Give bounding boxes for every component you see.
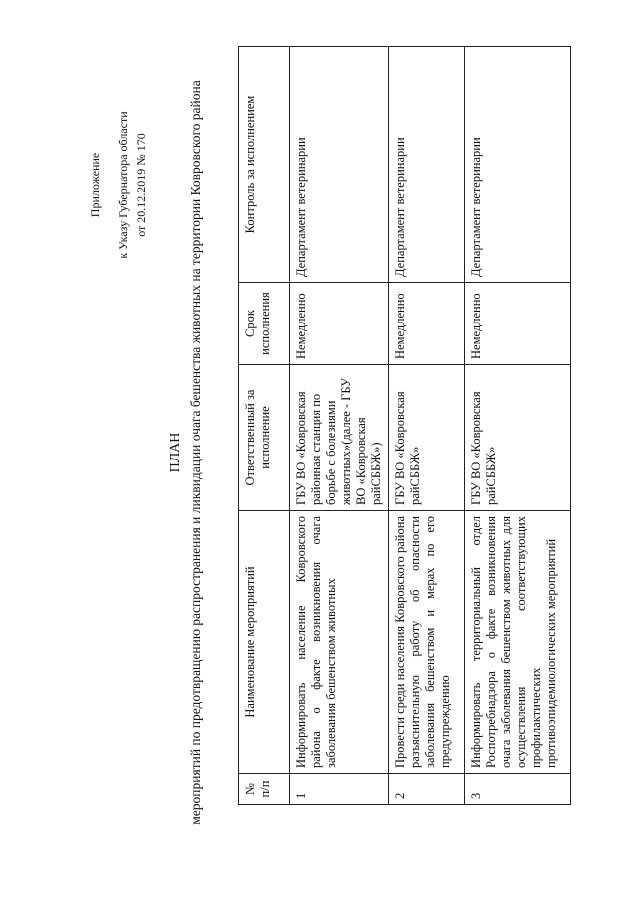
table-row xyxy=(465,47,571,805)
table-header-row xyxy=(239,47,290,805)
row-deadline: Немедленно xyxy=(465,283,571,365)
row-control: Департамент ветеринарии xyxy=(290,47,389,283)
table-row xyxy=(290,47,389,805)
document-subtitle: мероприятий по предотвращению распространения и ликвидации очага бешенства животных на территории Ковровского района xyxy=(188,80,203,825)
header-number: № п/п xyxy=(239,774,290,805)
row-control: Департамент ветеринарии xyxy=(465,47,571,283)
row-responsible: ГБУ ВО «Ковровская райСББЖ» xyxy=(465,365,571,511)
row-number: 3 xyxy=(465,774,571,805)
table-row xyxy=(389,47,465,805)
header-responsible: Ответственный за исполнение xyxy=(239,365,290,511)
appendix-title: Приложение xyxy=(88,152,102,218)
header-deadline: Срок исполнения xyxy=(239,283,290,365)
row-number: 2 xyxy=(389,774,465,805)
row-activity: Информировать территориальный отдел Роспотребнадзора о факте возникновения очага заболевания бешенством животных для осуществления соответствующих профилактических противоэпидемиологических мероприятий xyxy=(465,511,571,774)
document-title: ПЛАН xyxy=(168,432,183,473)
row-activity: Провести среди населения Ковровского района разъяснительную работу об опасности заболевания бешенством и мерах по его предупреждению xyxy=(389,511,465,774)
row-activity: Информировать население Ковровского района о факте возникновения очага заболевания бешенством животных xyxy=(290,511,389,774)
row-responsible: ГБУ ВО «Ковровская райСББЖ» xyxy=(389,365,465,511)
row-deadline: Немедленно xyxy=(389,283,465,365)
row-number: 1 xyxy=(290,774,389,805)
row-control: Департамент ветеринарии xyxy=(389,47,465,283)
plan-table xyxy=(238,46,571,805)
appendix-decree: к Указу Губернатора области xyxy=(116,111,130,259)
row-deadline: Немедленно xyxy=(290,283,389,365)
header-control: Контроль за исполнением xyxy=(239,47,290,283)
header-activity: Наименование мероприятий xyxy=(239,511,290,774)
row-responsible: ГБУ ВО «Ковровская районная станция по борьбе с болезнями животных»(далее - ГБУ ВО «Ковровская райСББЖ») xyxy=(290,365,389,511)
appendix-date-number: от 20.12.2019 № 170 xyxy=(134,133,148,237)
